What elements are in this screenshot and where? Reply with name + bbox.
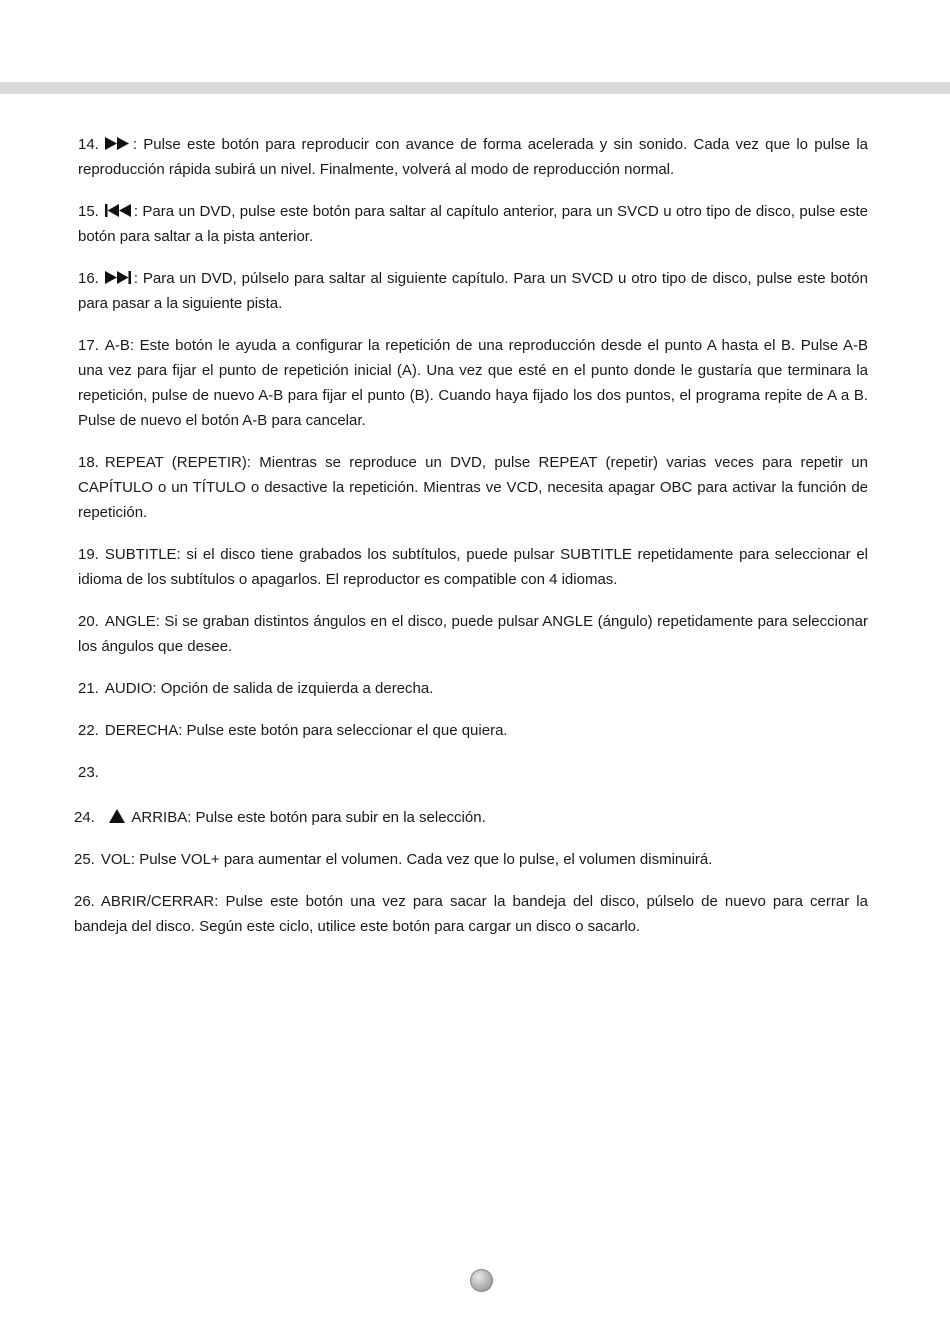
item-text: ARRIBA: Pulse este botón para subir en la selección. [131,809,486,826]
list-item-23 [78,760,868,785]
item-text: : Para un DVD, púlselo para saltar al siguiente capítulo. Para un SVCD u otro tipo de disco, pulse este botón para pasar a la siguiente pista. [78,270,868,312]
list-item-24 [74,805,868,830]
item-text: SUBTITLE: si el disco tiene grabados los subtítulos, puede pulsar SUBTITLE repetidamente para seleccionar el idioma de los subtítulos o apagarlos. El reproductor es compatible con 4 idiomas. [78,546,868,588]
item-number: 20. [78,613,99,630]
item-number: 26. [74,893,95,910]
item-text: DERECHA: Pulse este botón para seleccionar el que quiera. [104,722,508,739]
fast-forward-icon [105,137,131,150]
list-item-20 [78,609,868,659]
item-text: A-B: Este botón le ayuda a configurar la repetición de una reproducción desde el punto A hasta el B. Pulse A-B una vez para fijar el punto de repetición inicial (A). Una vez que esté en el punto donde le gustaría que terminara la repetición, pulse de nuevo A-B para fijar el punto (B). Cuando haya fijado los dos puntos, el programa repite de A a B. Pulse de nuevo el botón A-B para cancelar. [78,337,868,429]
item-number: 14. [78,136,99,153]
remote-buttons-list [74,132,868,956]
item-number: 17. [78,337,99,354]
item-number: 22. [78,722,99,739]
item-number: 19. [78,546,99,563]
item-text: AUDIO: Opción de salida de izquierda a derecha. [104,680,434,697]
list-item-25 [74,847,868,872]
up-arrow-icon [109,809,125,823]
item-text: ABRIR/CERRAR: Pulse este botón una vez para sacar la bandeja del disco, púlselo de nuevo para cerrar la bandeja del disco. Según este ciclo, utilice este botón para cargar un disco o sacarlo. [74,893,868,935]
list-item-22 [78,718,868,743]
list-item-17 [78,333,868,433]
item-number: 21. [78,680,99,697]
item-number: 16. [78,270,99,287]
page-marker-dot [470,1269,493,1292]
list-item-18 [78,450,868,525]
skip-next-icon [105,271,132,284]
item-text: : Para un DVD, pulse este botón para saltar al capítulo anterior, para un SVCD u otro tipo de disco, pulse este botón para saltar a la pista anterior. [78,203,868,245]
list-item-16 [78,266,868,316]
item-number: 24. [74,809,95,826]
list-item-21 [78,676,868,701]
list-item-19 [78,542,868,592]
list-item-14 [78,132,868,182]
item-text: : Pulse este botón para reproducir con avance de forma acelerada y sin sonido. Cada vez que lo pulse la reproducción rápida subirá un nivel. Finalmente, volverá al modo de reproducción normal. [78,136,868,178]
item-number: 18. [78,454,99,471]
item-number: 23. [78,764,99,781]
item-text: VOL: Pulse VOL+ para aumentar el volumen. Cada vez que lo pulse, el volumen disminuirá. [100,851,713,868]
item-text: ANGLE: Si se graban distintos ángulos en el disco, puede pulsar ANGLE (ángulo) repetidamente para seleccionar los ángulos que desee. [78,613,868,655]
skip-previous-icon [105,204,132,217]
item-text: REPEAT (REPETIR): Mientras se reproduce un DVD, pulse REPEAT (repetir) varias veces para repetir un CAPÍTULO o un TÍTULO o desactive la repetición. Mientras ve VCD, necesita apagar OBC para activar la función de repetición. [78,454,868,521]
item-number: 25. [74,851,95,868]
header-bar [0,82,950,94]
list-item-15 [78,199,868,249]
item-number: 15. [78,203,99,220]
list-item-26 [74,889,868,939]
